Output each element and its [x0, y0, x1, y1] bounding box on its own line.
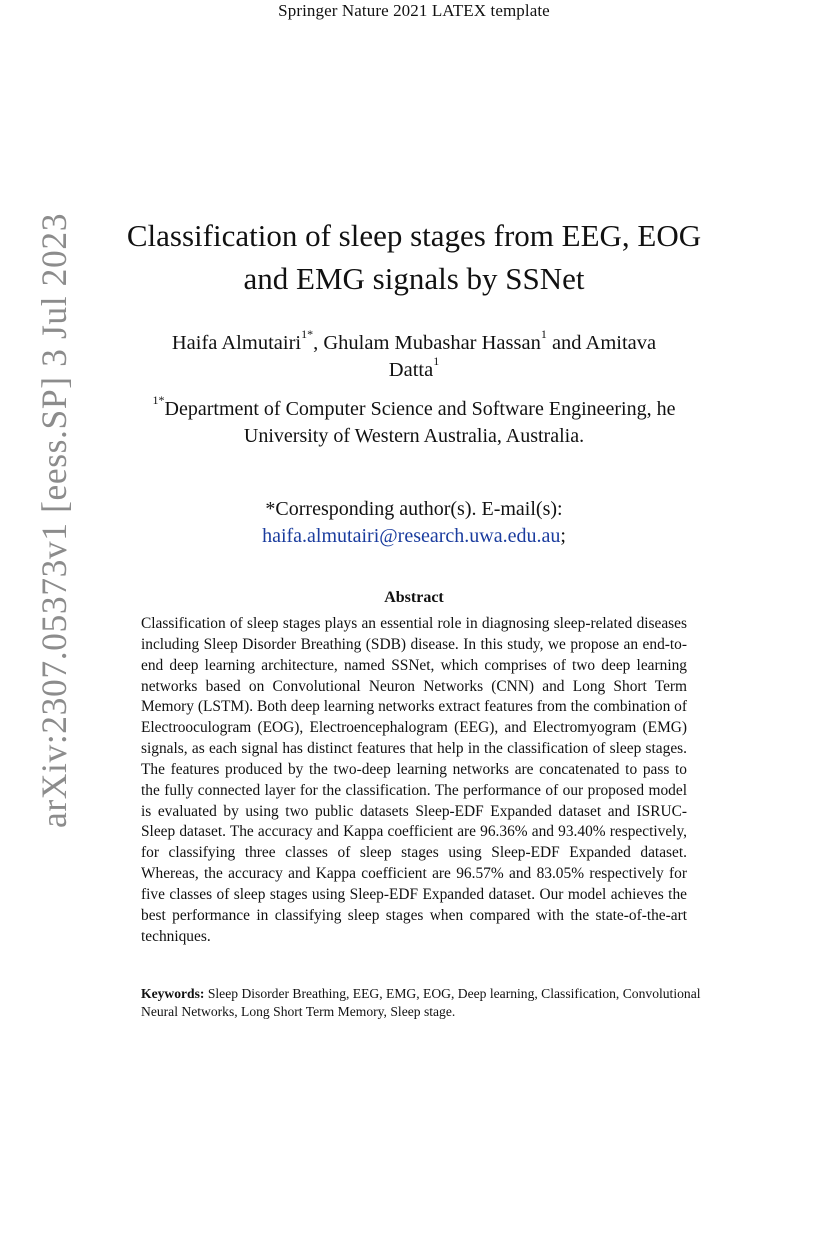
affiliation-line-1: [120, 393, 708, 423]
author-list: [120, 327, 708, 384]
title-line-2: and EMG signals by SSNet: [243, 261, 585, 296]
correspondence: [120, 496, 708, 550]
affiliation-line-2: University of Western Australia, Australia.: [243, 425, 585, 447]
affiliation-mark: 1*: [152, 393, 165, 407]
affiliation: [120, 393, 708, 450]
keywords: [141, 985, 701, 1021]
abstract-heading: Abstract: [384, 589, 444, 606]
abstract-text: Classification of sleep stages plays an essential role in diagnosing sleep-related diseases including Sleep Disorder Breathing (SDB) disease. In this study, we propose an end-to-end deep learning architecture, named SSNet, which comprises of two deep learning networks based on Convolutional Neuron Networks (CNN) and Long Short Term Memory (LSTM). Both deep learning networks extract features from the combination of Electrooculogram (EOG), Electroencephalogram (EEG), and Electromyogram (EMG) signals, as each signal has distinct features that help in the classification of sleep stages. The features produced by the two-deep learning networks are concatenated to pass to the fully connected layer for the classification. The performance of our proposed model is evaluated by using two public datasets Sleep-EDF Expanded dataset and ISRUC-Sleep dataset. The accuracy and Kappa coefficient are 96.36% and 93.40% respectively, for classifying three classes of sleep stages using Sleep-EDF Expanded dataset. Whereas, the accuracy and Kappa coefficient are 96.57% and 83.05% respectively for five classes of sleep stages using Sleep-EDF Expanded dataset. Our model achieves the best performance in classifying sleep stages when compared with the state-of-the-art techniques.: [141, 615, 687, 945]
author-conjunction: and Amitava: [551, 332, 657, 354]
author-2-affil-mark: 1: [540, 327, 547, 341]
keywords-text: Sleep Disorder Breathing, EEG, EMG, EOG, Deep learning, Classification, Convolutional Neural Networks, Long Short Term Memory, Sleep stage.: [141, 986, 701, 1019]
email-suffix: ;: [560, 525, 566, 547]
author-1-affil-mark: 1*: [301, 327, 314, 341]
affiliation-text-1: Department of Computer Science and Software Engineering, he: [164, 398, 676, 420]
author-line-2: [120, 354, 708, 384]
author-3-affil-mark: 1: [433, 354, 440, 368]
author-3: Datta: [388, 359, 434, 381]
author-2: Ghulam Mubashar Hassan: [323, 332, 541, 354]
author-line-1: Haifa Almutairi$^{1*}$, Ghulam Mubashar Hassan$^1$ and Amitava: [171, 327, 657, 354]
running-header: Springer Nature 2021 LATEX template: [278, 1, 550, 20]
email-link[interactable]: haifa.almutairi@research.uwa.edu.au: [262, 525, 561, 547]
arxiv-sidebar-stamp: arXiv:2307.05373v1 [eess.SP] 3 Jul 2023: [34, 212, 74, 828]
paper-title: [90, 214, 738, 300]
correspondence-email-line: [120, 523, 708, 550]
author-1: Haifa Almutairi: [171, 332, 302, 354]
correspondence-label: *Corresponding author(s). E-mail(s):: [265, 498, 563, 520]
keywords-label: Keywords:: [141, 986, 205, 1001]
title-line-1: Classification of sleep stages from EEG, EOG: [126, 218, 702, 253]
